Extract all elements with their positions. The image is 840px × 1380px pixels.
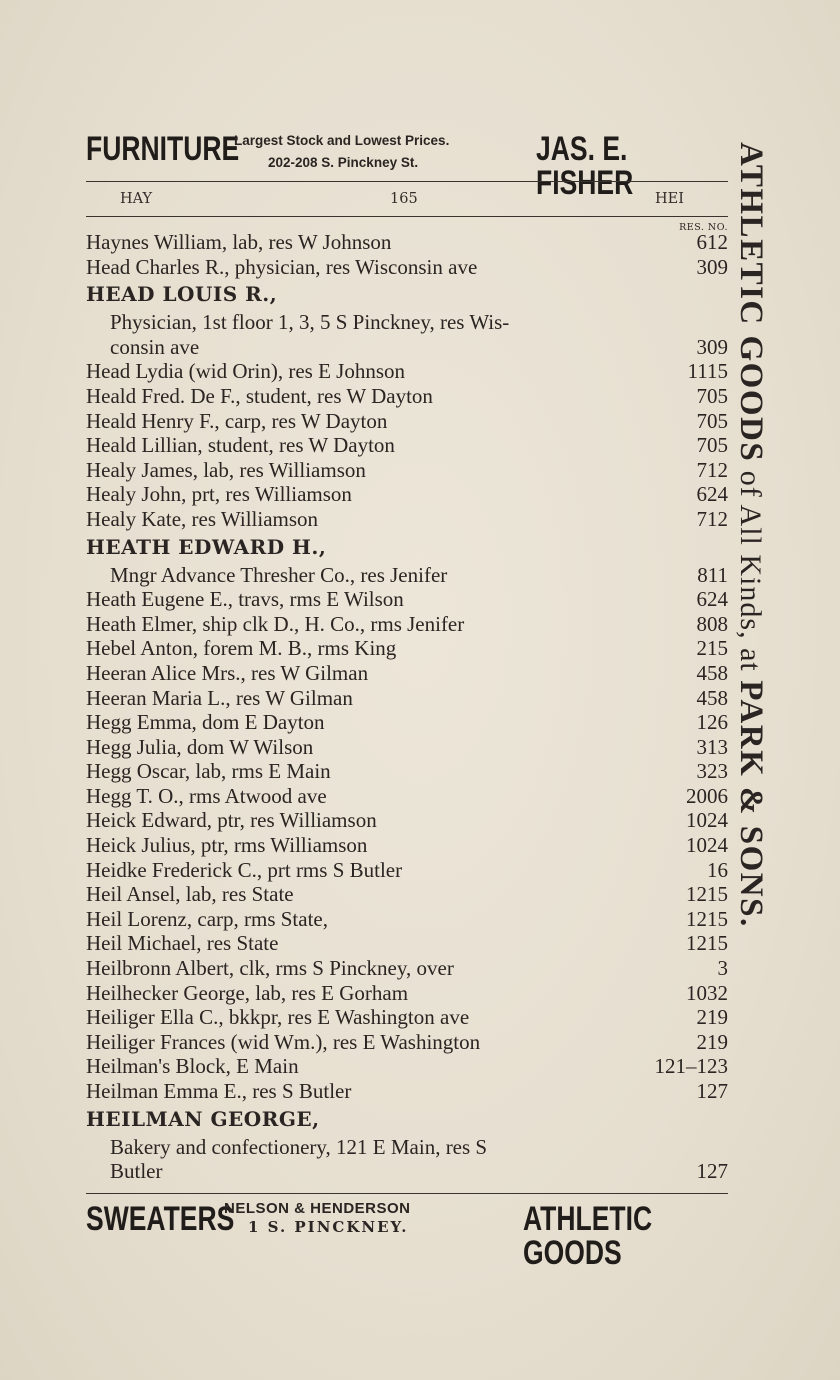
entry-name: Heil Michael, res State (86, 931, 279, 956)
entry-res-number: 1032 (686, 980, 728, 1005)
entry-name: Heidke Frederick C., prt rms S Butler (86, 857, 403, 882)
entry-res-number: 624 (696, 482, 728, 507)
side-ad-athletic-goods: ATHLETIC GOODS (733, 142, 769, 463)
entry-name: Heeran Alice Mrs., res W Gilman (86, 660, 369, 685)
entry-name: Head Charles R., physician, res Wisconsin ave (86, 254, 478, 279)
entry-name: Heald Fred. De F., student, res W Dayton (86, 383, 433, 408)
entry-res-number: 126 (696, 710, 728, 735)
entry-res-number: 705 (696, 383, 728, 408)
entry-res-number: 712 (696, 457, 728, 482)
directory-entry (86, 255, 728, 280)
entry-name: Hebel Anton, forem M. B., rms King (86, 636, 397, 661)
entry-name: Heald Henry F., carp, res W Dayton (86, 408, 388, 433)
entry-res-number: 309 (696, 254, 728, 279)
directory-entry (86, 532, 728, 563)
directory-entry (86, 1030, 728, 1055)
directory-entry (86, 1104, 728, 1135)
entry-res-number: 127 (696, 1159, 728, 1184)
header-ad-line1: Largest Stock and Lowest Prices. (234, 133, 450, 148)
directory-entry (86, 784, 728, 809)
directory-entry (86, 384, 728, 409)
directory-entry (86, 507, 728, 532)
directory-entry (86, 1005, 728, 1030)
side-ad-all-kinds: of All Kinds, at (734, 462, 767, 681)
entry-res-number: 323 (696, 759, 728, 784)
entry-res-number: 1215 (686, 931, 728, 956)
directory-entry (86, 230, 728, 255)
entry-res-number: 458 (696, 660, 728, 685)
entry-name: HEILMAN GEORGE, (86, 1106, 320, 1131)
directory-entry (86, 1135, 728, 1160)
entry-name: Butler (110, 1159, 163, 1184)
entry-res-number: 309 (696, 334, 728, 359)
directory-entry (86, 433, 728, 458)
directory-entry (86, 710, 728, 735)
entry-name: Bakery and confectionery, 121 E Main, res S (110, 1134, 488, 1159)
entry-name: Heilbronn Albert, clk, rms S Pinckney, over (86, 956, 454, 981)
entry-res-number: 313 (696, 734, 728, 759)
header-ad-furniture: FURNITURE (86, 130, 240, 168)
entry-res-number: 1215 (686, 882, 728, 907)
directory-entry (86, 833, 728, 858)
footer-ad-athletic: ATHLETIC GOODS (523, 1200, 653, 1272)
entry-name: Hegg T. O., rms Atwood ave (86, 783, 327, 808)
entry-res-number: 127 (696, 1079, 728, 1103)
side-ad-park-sons: PARK & SONS. (733, 680, 769, 928)
entry-name: Healy John, prt, res Williamson (86, 482, 352, 507)
directory-entry (86, 482, 728, 507)
entry-res-number: 624 (696, 587, 728, 612)
entry-name: Healy James, lab, res Williamson (86, 457, 366, 482)
entry-name: HEAD LOUIS R., (86, 282, 278, 307)
entry-name: Heiliger Ella C., bkkpr, res E Washington ave (86, 1005, 470, 1030)
directory-entry (86, 310, 728, 335)
entry-name: Hegg Emma, dom E Dayton (86, 710, 325, 735)
entry-name: Heiliger Frances (wid Wm.), res E Washington (86, 1029, 481, 1054)
entry-res-number: 215 (696, 636, 728, 661)
entry-res-number: 1024 (686, 808, 728, 833)
entry-res-number: 705 (696, 408, 728, 433)
directory-entry (86, 907, 728, 932)
entry-res-number: 811 (697, 562, 728, 587)
entry-res-number: 712 (696, 506, 728, 531)
header-ad-fisher: JAS. E. FISHER (536, 130, 634, 202)
entry-res-number: 458 (696, 685, 728, 710)
entry-name: Head Lydia (wid Orin), res E Johnson (86, 359, 406, 384)
entry-res-number: 219 (696, 1029, 728, 1054)
entry-name: Healy Kate, res Williamson (86, 506, 319, 531)
entry-name: Heilman's Block, E Main (86, 1054, 299, 1079)
entry-name: consin ave (110, 334, 200, 359)
directory-entry (86, 612, 728, 637)
side-advertisement (733, 142, 769, 1267)
entry-res-number: 2006 (686, 783, 728, 808)
directory-entry (86, 686, 728, 711)
directory-entry (86, 661, 728, 686)
entry-res-number: 16 (707, 857, 728, 882)
entry-res-number: 705 (696, 433, 728, 458)
entry-res-number: 1024 (686, 833, 728, 858)
header-ad-line2: 202-208 S. Pinckney St. (268, 155, 419, 170)
footer-advertisement (86, 1198, 728, 1272)
directory-entry (86, 335, 728, 360)
entry-res-number: 219 (696, 1005, 728, 1030)
footer-rule (86, 1193, 728, 1194)
header-rule (86, 181, 728, 182)
directory-entry (86, 931, 728, 956)
footer-ad-sweaters: SWEATERS (86, 1200, 235, 1238)
entry-res-number: 1215 (686, 906, 728, 931)
entry-res-number: 3 (717, 956, 728, 981)
directory-entry (86, 1159, 728, 1184)
directory-entry (86, 563, 728, 588)
entry-name: Heick Edward, ptr, res Williamson (86, 808, 377, 833)
directory-entry (86, 858, 728, 883)
entry-name: Hegg Oscar, lab, rms E Main (86, 759, 331, 784)
running-head-rule (86, 216, 728, 217)
entry-res-number: 1115 (687, 359, 728, 384)
directory-entry (86, 759, 728, 784)
entry-name: Heath Eugene E., travs, rms E Wilson (86, 587, 404, 612)
directory-entry (86, 279, 728, 310)
page-number: 165 (390, 191, 418, 207)
footer-ad-line1: NELSON & HENDERSON (224, 1200, 411, 1217)
entry-name: Heald Lillian, student, res W Dayton (86, 433, 395, 458)
entry-name: Heeran Maria L., res W Gilman (86, 685, 353, 710)
entry-name: Heil Ansel, lab, res State (86, 882, 294, 907)
directory-entry (86, 458, 728, 483)
entry-res-number: 121–123 (654, 1054, 728, 1079)
entry-name: Haynes William, lab, res W Johnson (86, 230, 392, 254)
directory-entry (86, 956, 728, 981)
entry-name: Heilhecker George, lab, res E Gorham (86, 980, 409, 1005)
directory-entry (86, 359, 728, 384)
directory-entry (86, 409, 728, 434)
running-head-right: HEI (655, 191, 684, 207)
directory-entry (86, 735, 728, 760)
entry-name: Heilman Emma E., res S Butler (86, 1079, 352, 1103)
entry-name: Heick Julius, ptr, rms Williamson (86, 833, 368, 858)
entry-name: Mngr Advance Thresher Co., res Jenifer (110, 562, 448, 587)
entry-name: Physician, 1st floor 1, 3, 5 S Pinckney, res Wis- (110, 310, 510, 335)
entry-name: Heil Lorenz, carp, rms State, (86, 906, 328, 931)
directory-entry (86, 1054, 728, 1079)
footer-ad-line2: 1 S. PINCKNEY. (248, 1218, 409, 1236)
running-head-left: HAY (120, 191, 153, 207)
entry-res-number: 612 (696, 230, 728, 254)
entry-name: Heath Elmer, ship clk D., H. Co., rms Jenifer (86, 611, 465, 636)
entry-res-number: 808 (696, 611, 728, 636)
directory-entry (86, 882, 728, 907)
directory-entry (86, 1079, 728, 1104)
entry-name: Hegg Julia, dom W Wilson (86, 734, 314, 759)
entry-name: HEATH EDWARD H., (86, 534, 327, 559)
directory-entries (86, 230, 728, 1184)
directory-entry (86, 587, 728, 612)
directory-entry (86, 808, 728, 833)
res-no-label: RES. NO. (679, 222, 728, 233)
directory-entry (86, 636, 728, 661)
directory-entry (86, 981, 728, 1006)
